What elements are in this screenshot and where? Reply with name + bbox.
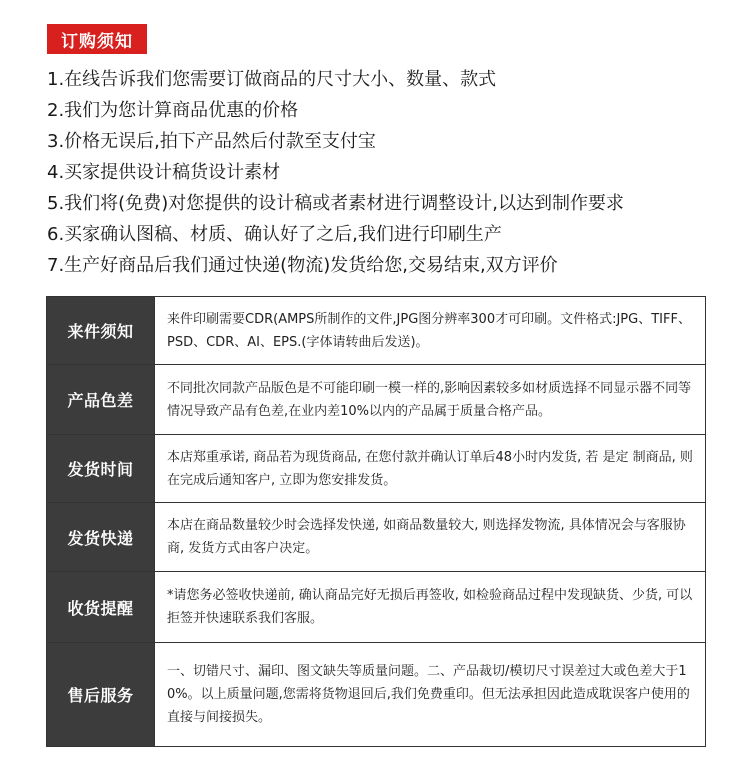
notice-table [46, 296, 706, 747]
row-text: *请您务必签收快递前, 确认商品完好无损后再签收, 如检验商品过程中发现缺货、少货, 可以拒签并快速联系我们客服。 [167, 588, 693, 626]
order-step: 4.买家提供设计稿货设计素材 [47, 162, 281, 183]
row-label: 收货提醒 [47, 572, 155, 642]
row-label: 来件须知 [47, 297, 155, 364]
row-label: 发货时间 [47, 435, 155, 502]
page-title: 订购须知 [47, 24, 147, 54]
order-steps-list [47, 64, 727, 281]
table-row [47, 572, 705, 643]
table-row [47, 435, 705, 503]
order-step: 7.生产好商品后我们通过快递(物流)发货给您,交易结束,双方评价 [47, 255, 558, 276]
row-text: 一、切错尺寸、漏印、图文缺失等质量问题。二、产品裁切/模切尺寸误差过大或色差大于10%。以上质量问题,您需将货物退回后,我们免费重印。但无法承担因此造成耽误客户使用的直接与间接损失。 [167, 664, 690, 725]
row-label: 售后服务 [47, 643, 155, 746]
row-label: 发货快递 [47, 503, 155, 571]
row-text: 不同批次同款产品版色是不可能印刷一模一样的,影响因素较多如材质选择不同显示器不同等情况导致产品有色差,在业内差10%以内的产品属于质量合格产品。 [167, 380, 692, 419]
table-row [47, 297, 705, 365]
order-step: 1.在线告诉我们您需要订做商品的尺寸大小、数量、款式 [47, 69, 497, 90]
row-text: 来件印刷需要CDR(AMPS所制作的文件,JPG图分辨率300才可印刷。文件格式:JPG、TIFF、PSD、CDR、AI、EPS.(字体请转曲后发送)。 [167, 311, 691, 350]
order-step: 5.我们将(免费)对您提供的设计稿或者素材进行调整设计,以达到制作要求 [47, 193, 624, 214]
row-text: 本店在商品数量较少时会选择发快递, 如商品数量较大, 则选择发物流, 具体情况会与客服协商, 发货方式由客户决定。 [167, 518, 686, 556]
row-text: 本店郑重承诺, 商品若为现货商品, 在您付款并确认订单后48小时内发货, 若 是定 制商品, 则在完成后通知客户, 立即为您安排发货。 [167, 449, 693, 488]
order-step: 6.买家确认图稿、材质、确认好了之后,我们进行印刷生产 [47, 224, 502, 245]
order-step: 3.价格无误后,拍下产品然后付款至支付宝 [47, 131, 376, 152]
table-row [47, 503, 705, 572]
order-step: 2.我们为您计算商品优惠的价格 [47, 100, 299, 121]
table-row [47, 365, 705, 435]
row-label: 产品色差 [47, 365, 155, 434]
table-row [47, 643, 705, 746]
